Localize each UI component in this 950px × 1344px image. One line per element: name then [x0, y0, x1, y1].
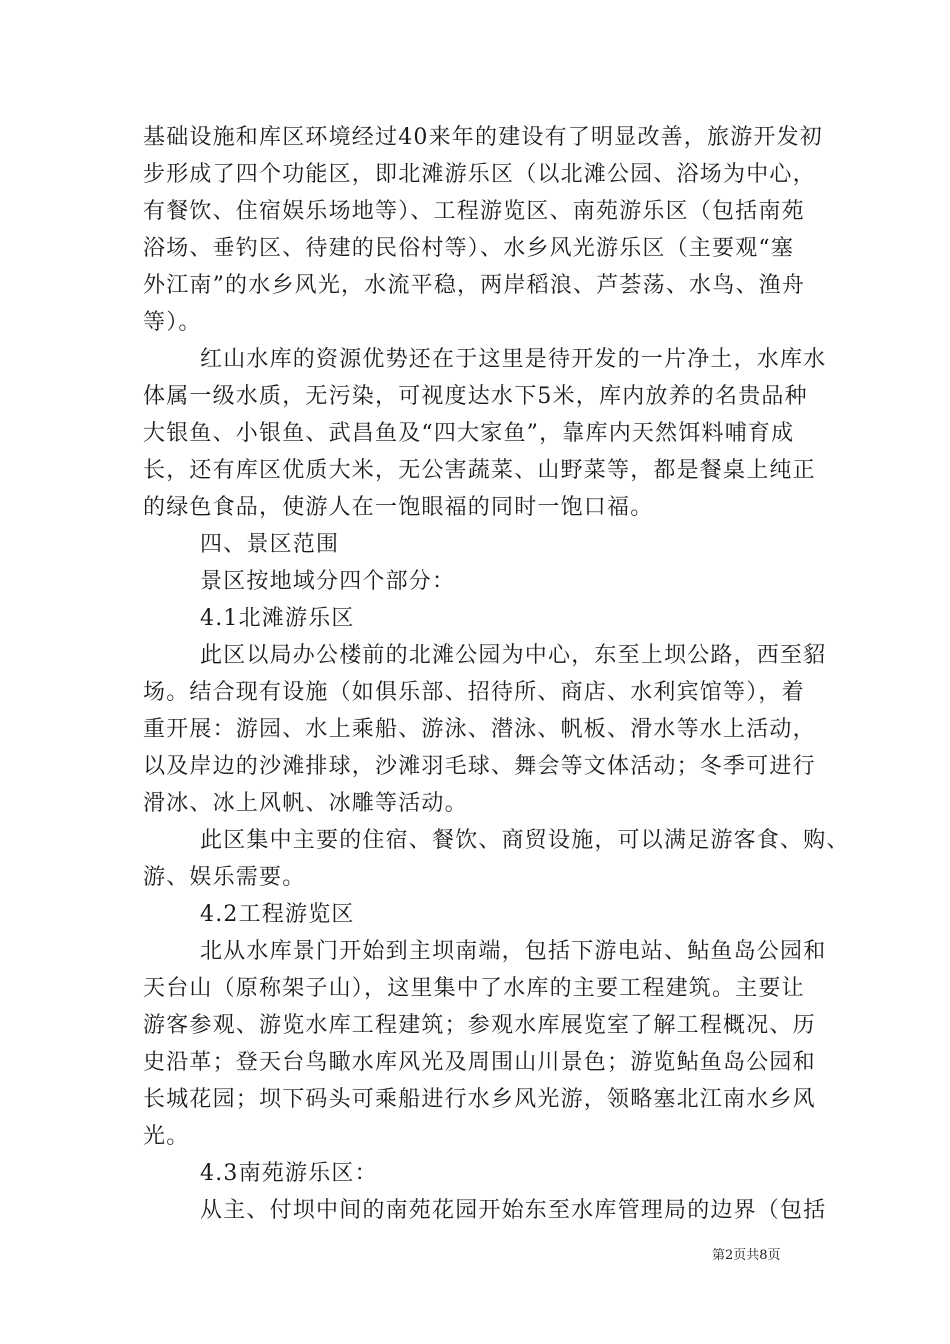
subsection-heading: 4.3南苑游乐区： — [200, 1161, 378, 1186]
text-line: 以及岸边的沙滩排球，沙滩羽毛球、舞会等文体活动；冬季可进行 — [143, 754, 816, 779]
text-line: 游、娱乐需要。 — [143, 865, 306, 890]
text-line: 有餐饮、住宿娱乐场地等）、工程游览区、南苑游乐区（包括南苑 — [143, 199, 805, 224]
section-heading: 四、景区范围 — [200, 532, 340, 557]
text-line: 此区集中主要的住宿、餐饮、商贸设施，可以满足游客食、购、 — [200, 828, 850, 853]
text-line: 浴场、垂钓区、待建的民俗村等）、水乡风光游乐区（主要观“塞 — [143, 236, 795, 261]
text-line: 从主、付坝中间的南苑花园开始东至水库管理局的边界（包括 — [200, 1198, 827, 1223]
text-line: 大银鱼、小银鱼、武昌鱼及“四大家鱼”，靠库内天然饵料哺育成 — [143, 421, 795, 446]
text-line: 游客参观、游览水库工程建筑；参观水库展览室了解工程概况、历 — [143, 1013, 816, 1038]
text-line: 北从水库景门开始到主坝南端，包括下游电站、鲇鱼岛公园和 — [200, 939, 827, 964]
text-line: 外江南”的水乡风光，水流平稳，两岸稻浪、芦荟荡、水鸟、渔舟 — [143, 273, 806, 298]
text-line: 红山水库的资源优势还在于这里是待开发的一片净土，水库水 — [200, 347, 827, 372]
text-line: 长城花园；坝下码头可乘船进行水乡风光游，领略塞北江南水乡风 — [143, 1087, 816, 1112]
text-line: 的绿色食品，使游人在一饱眼福的同时一饱口福。 — [143, 495, 654, 520]
text-line: 重开展：游园、水上乘船、游泳、潜泳、帆板、滑水等水上活动， — [143, 717, 816, 742]
text-line: 基础设施和库区环境经过40来年的建设有了明显改善，旅游开发初 — [143, 125, 823, 150]
text-line: 体属一级水质，无污染，可视度达水下5米，库内放养的名贵品种 — [143, 384, 808, 409]
text-line: 景区按地域分四个部分： — [200, 569, 456, 594]
subsection-heading: 4.1北滩游乐区 — [200, 606, 355, 631]
text-line: 史沿革；登天台鸟瞰水库风光及周围山川景色；游览鲇鱼岛公园和 — [143, 1050, 816, 1075]
page-footer: 第2页共8页 — [712, 1248, 781, 1263]
text-line: 长，还有库区优质大米，无公害蔬菜、山野菜等，都是餐桌上纯正 — [143, 458, 816, 483]
text-line: 步形成了四个功能区，即北滩游乐区（以北滩公园、浴场为中心， — [143, 162, 816, 187]
text-line: 滑冰、冰上风帆、冰雕等活动。 — [143, 791, 468, 816]
text-line: 此区以局办公楼前的北滩公园为中心，东至上坝公路，西至貂 — [200, 643, 827, 668]
text-line: 场。结合现有设施（如俱乐部、招待所、商店、水利宾馆等），着 — [143, 680, 805, 705]
text-line: 等）。 — [143, 310, 202, 335]
subsection-heading: 4.2工程游览区 — [200, 902, 355, 927]
text-line: 天台山（原称架子山），这里集中了水库的主要工程建筑。主要让 — [143, 976, 805, 1001]
text-line: 光。 — [143, 1124, 190, 1149]
